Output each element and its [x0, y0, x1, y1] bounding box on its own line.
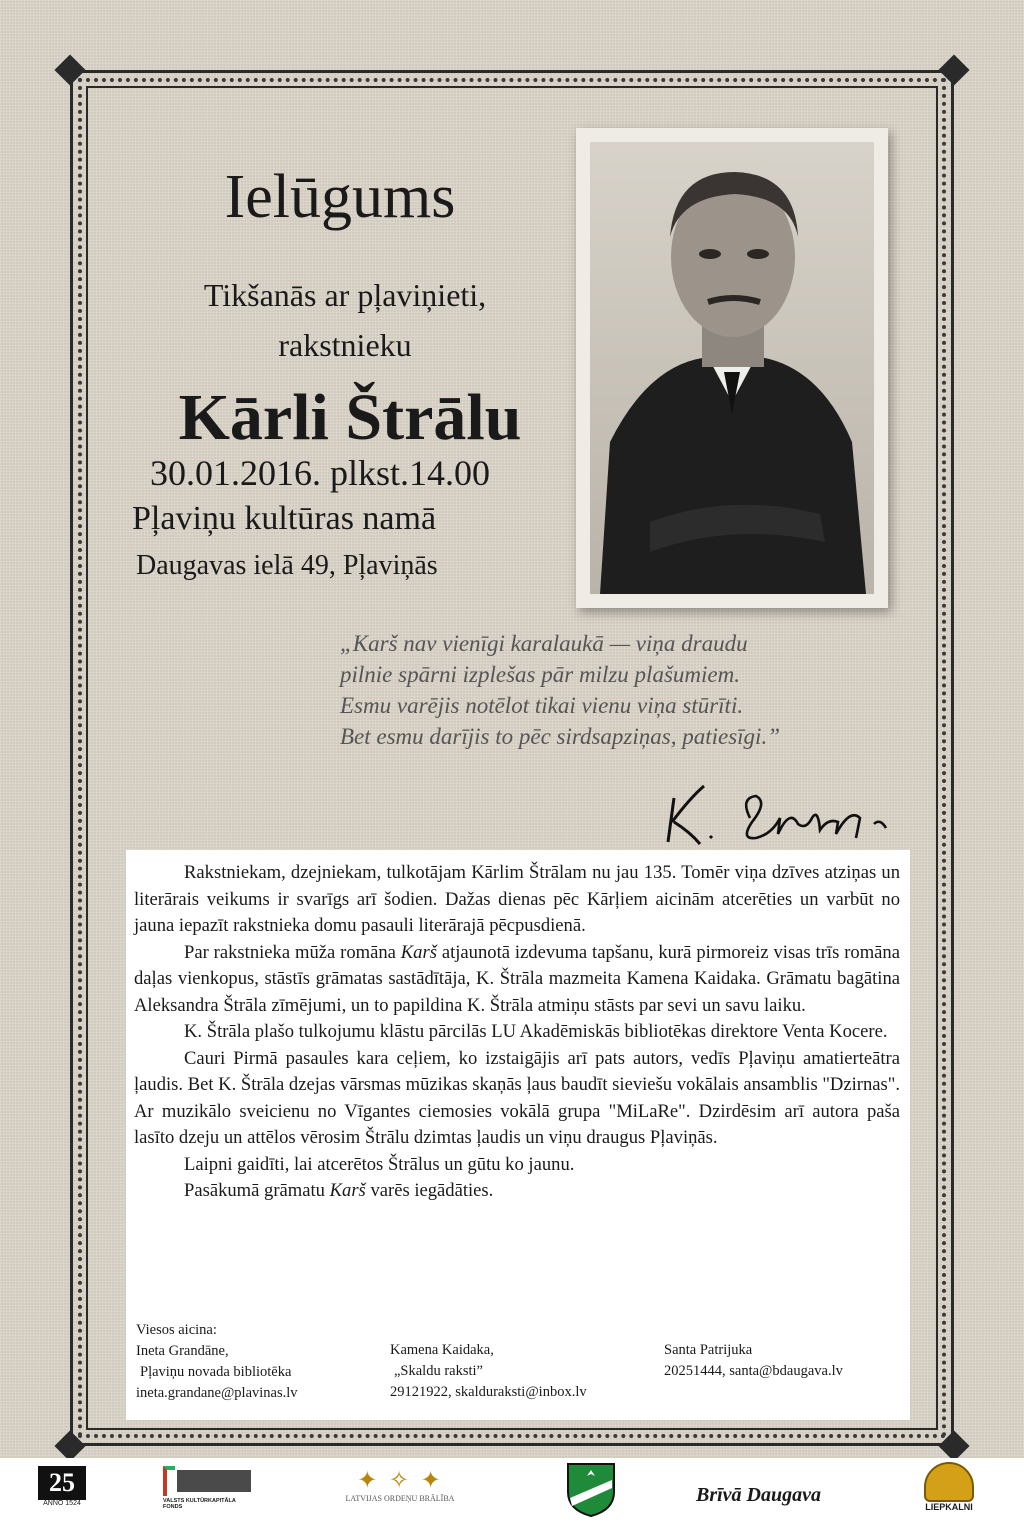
paragraph-1: Rakstniekam, dzejniekam, tulkotājam Kārlim Štrālam nu jau 135. Tomēr viņa dzīves atziņas un literārais veikums ir svarīgs arī šodien. Dažas dienas pēc Kārļiem aicinām atcerēties un varbūt no jauna iepazīt rakstnieka domu pasauli literārajā pēcpusdienā. — [134, 862, 900, 936]
subtitle-line-1: Tikšanās ar pļaviņieti, — [203, 277, 487, 313]
page-title: Ielūgums — [224, 163, 456, 231]
quote-line-2: pilnie spārni izplešas pār milzu plašumiem. — [340, 662, 740, 687]
paragraph-5: Laipni gaidīti, lai atcerētos Štrālus un gūtu ko jaunu. — [184, 1153, 575, 1175]
logo-briva-daugava: Brīvā Daugava — [696, 1484, 821, 1506]
plavinas-shield-icon — [566, 1462, 616, 1518]
portrait-photo — [576, 128, 888, 608]
contact-name: Santa Patrijuka — [664, 1342, 753, 1358]
portrait-image — [590, 142, 874, 594]
logo-liepkalni-text: LIEPKALNI — [925, 1502, 973, 1512]
logo-vkf — [163, 1466, 253, 1510]
contact-ineta — [136, 1320, 298, 1404]
logo-vkf-text: VALSTS KULTŪRKAPITĀLA FONDS — [163, 1498, 236, 1510]
event-address: Daugavas ielā 49, Pļaviņās — [136, 550, 438, 581]
p2-post: atjaunotā izdevuma tapšanu, kurā pirmoreiz visas trīs romāna daļas vienkopus, stāstīs grāmatas sastādītāja, K. Štrāla mazmeita Kamena Kaidaka. Grāmatu bagātina Aleksandra Štrāla zīmējumi, un to papildina K. Štrāla atmiņu stāsts par sevi un savu laiku. — [134, 941, 900, 1016]
book-title-2: Karš — [329, 1180, 366, 1201]
signature — [660, 778, 900, 858]
paragraph-6 — [134, 1178, 900, 1205]
quote-line-1: „Karš nav vienīgi karalaukā — viņa draudu — [340, 631, 748, 656]
quote — [340, 628, 860, 752]
paragraph-4: Cauri Pirmā pasaules kara ceļiem, ko izstaigājis arī pats autors, vedīs Pļaviņu amatierteātra ļaudis. Bet K. Štrāla dzejas vārsmas mūzikas skaņās ļaus baudīt sieviešu vokālais ansamblis "Dzirnas". Ar muzikālo sveicienu no Vīgantes ciemosies vokālā grupa "MiLaRe". Dzirdēsim arī autora paša lasīto dzeju un attēlos vērosim Štrālu dzimtas ļaudis un viņu draugus Pļaviņās. — [134, 1047, 900, 1148]
portrait-illustration — [590, 142, 874, 594]
subtitle — [120, 270, 570, 370]
logo-anno-text: ANNO 1524 — [43, 1500, 81, 1507]
event-datetime: 30.01.2016. plkst.14.00 — [150, 453, 491, 493]
logo-anno-1524 — [38, 1466, 86, 1507]
p6-pre: Pasākumā grāmatu — [184, 1180, 325, 1201]
liepkalni-mark-icon — [924, 1462, 974, 1502]
contact-email[interactable]: ineta.grandane@plavinas.lv — [136, 1385, 298, 1401]
contact-name: Kamena Kaidaka, — [390, 1342, 494, 1358]
contact-kamena — [390, 1340, 587, 1403]
contact-org: „Skaldu raksti” — [394, 1363, 483, 1379]
honoree-name: Kārli Štrālu — [178, 381, 522, 454]
event-venue: Pļaviņu kultūras namā — [132, 500, 437, 537]
contacts-heading: Viesos aicina: — [136, 1322, 217, 1338]
contact-email[interactable]: 29121922, skalduraksti@inbox.lv — [390, 1384, 587, 1400]
coat-of-arms-icon — [566, 1462, 616, 1522]
order-stars-icon: ✦ ✧ ✦ — [357, 1466, 443, 1494]
contact-santa — [664, 1340, 843, 1382]
p6-post: varēs iegādāties. — [370, 1180, 494, 1201]
contact-email[interactable]: 20251444, santa@bdaugava.lv — [664, 1363, 843, 1379]
sponsor-footer — [0, 1458, 1024, 1528]
logo-liepkalni — [922, 1462, 976, 1512]
book-title: Karš — [400, 941, 437, 963]
contact-name: Ineta Grandāne, — [136, 1343, 229, 1359]
logo-anno-mark: 25 — [38, 1466, 86, 1500]
subtitle-line-2: rakstnieku — [278, 327, 412, 363]
paragraph-2 — [134, 940, 900, 1020]
paragraph-3: K. Štrāla plašo tulkojumu klāstu pārcilās LU Akadēmiskās bibliotēkas direktore Venta Kocere. — [184, 1021, 888, 1042]
vkf-bar — [177, 1470, 251, 1492]
contacts — [126, 1320, 910, 1420]
vkf-mark-icon — [163, 1466, 175, 1496]
quote-line-3: Esmu varējis notēlot tikai vienu viņa stūrīti. — [340, 693, 744, 718]
body-text-box — [126, 850, 910, 1420]
quote-line-4: Bet esmu darījis to pēc sirdsapziņas, patiesīgi.” — [340, 724, 780, 749]
logo-ordenu-bralibas — [330, 1466, 470, 1503]
logo-ordenu-text: LATVIJAS ORDEŅU BRĀLĪBA — [345, 1494, 455, 1503]
p2-pre: Par rakstnieka mūža romāna — [184, 941, 396, 963]
contact-org: Pļaviņu novada bibliotēka — [140, 1364, 292, 1380]
